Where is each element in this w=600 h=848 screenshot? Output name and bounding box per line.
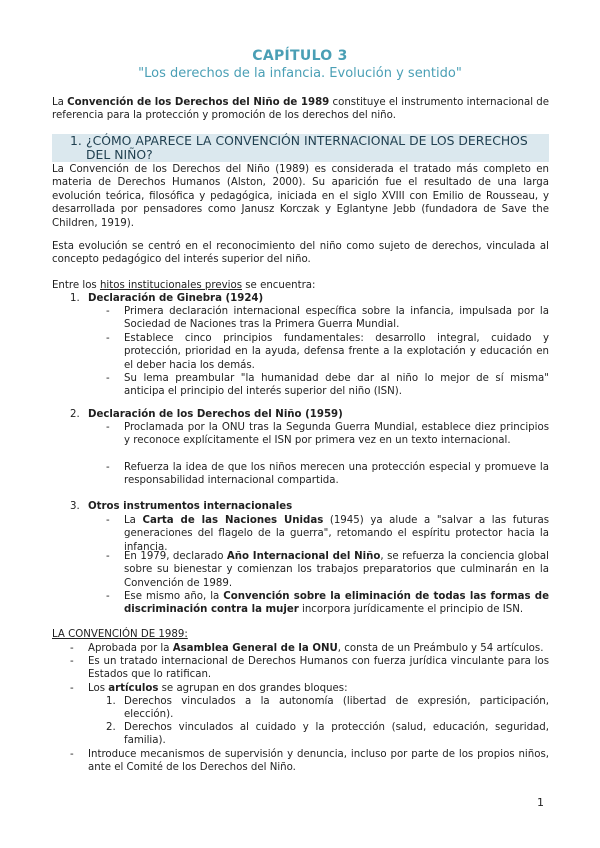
bullet-dash: - bbox=[106, 591, 110, 602]
hito-1-bullet-2: Establece cinco principios fundamentales: desarrollo integral, cuidado y protección, prioridad en la ayuda, defensa frente a la explotación y educación en el deber hacia los demás. bbox=[124, 333, 549, 371]
hito-2-title: Declaración de los Derechos del Niño (1959) bbox=[88, 409, 343, 420]
intro-paragraph: La Convención de los Derechos del Niño de 1989 constituye el instrumento internacional de referencia para la protección y promoción de los derechos del niño. bbox=[52, 97, 550, 122]
paragraph-2: Esta evolución se centró en el reconocimiento del niño como sujeto de derechos, vinculada al concepto pedagógico del interés superior del niño. bbox=[52, 241, 549, 266]
bullet-dash: - bbox=[70, 656, 74, 667]
bullet-dash: - bbox=[106, 551, 110, 562]
convencion-bullet-4: Introduce mecanismos de supervisión y denuncia, incluso por parte de los propios niños, ante el Comité de los Derechos del Niño. bbox=[88, 749, 549, 774]
hito-2-bullet-2: Refuerza la idea de que los niños merecen una protección especial y promueve la responsabilidad internacional compartida. bbox=[124, 462, 549, 487]
bullet-dash: - bbox=[106, 306, 110, 317]
bullet-dash: - bbox=[106, 333, 110, 344]
hito-2-number: 2. bbox=[70, 409, 80, 420]
convencion-bullet-1: Aprobada por la Asamblea General de la ONU, consta de un Preámbulo y 54 artículos. bbox=[88, 643, 544, 654]
hito-3-bullet-3: Ese mismo año, la Convención sobre la eliminación de todas las formas de discriminación contra la mujer incorpora jurídicamente el principio de ISN. bbox=[124, 591, 549, 616]
bullet-dash: - bbox=[70, 749, 74, 760]
sub-item-1-number: 1. bbox=[106, 696, 116, 707]
section-number: 1. bbox=[70, 133, 82, 148]
section-title: ¿CÓMO APARECE LA CONVENCIÓN INTERNACIONAL DE LOS DERECHOS DEL NIÑO? bbox=[86, 133, 528, 162]
convencion-bullet-2: Es un tratado internacional de Derechos Humanos con fuerza jurídica vinculante para los Estados que lo ratifican. bbox=[88, 656, 549, 681]
bullet-dash: - bbox=[70, 683, 74, 694]
hito-3-bullet-1: La Carta de las Naciones Unidas (1945) ya alude a "salvar a las futuras generaciones del flagelo de la guerra", retomando el espíritu protector hacia la infancia. bbox=[124, 515, 549, 553]
hito-3-number: 3. bbox=[70, 501, 80, 512]
hito-3-title: Otros instrumentos internacionales bbox=[88, 501, 293, 512]
sub-item-2-number: 2. bbox=[106, 722, 116, 733]
hito-1-bullet-3: Su lema preambular "la humanidad debe dar al niño lo mejor de sí misma" anticipa el principio del interés superior del niño (ISN). bbox=[124, 373, 549, 398]
sub-item-2: Derechos vinculados al cuidado y la protección (salud, educación, seguridad, familia). bbox=[124, 722, 549, 747]
hito-1-bullet-1: Primera declaración internacional específica sobre la infancia, impulsada por la Sociedad de Naciones tras la Primera Guerra Mundial. bbox=[124, 306, 549, 331]
chapter-label: CAPÍTULO 3 bbox=[252, 48, 348, 64]
bullet-dash: - bbox=[106, 515, 110, 526]
hito-1-number: 1. bbox=[70, 293, 80, 304]
chapter-subtitle: "Los derechos de la infancia. Evolución y sentido" bbox=[138, 66, 462, 81]
hito-3-bullet-2: En 1979, declarado Año Internacional del Niño, se refuerza la conciencia global sobre su bienestar y comienzan los trabajos preparatorios que culminarán en la Convención de 1989. bbox=[124, 551, 549, 589]
bullet-dash: - bbox=[70, 643, 74, 654]
bullet-dash: - bbox=[106, 373, 110, 384]
bullet-dash: - bbox=[106, 422, 110, 433]
hito-1-title: Declaración de Ginebra (1924) bbox=[88, 293, 264, 304]
hito-2-bullet-1: Proclamada por la ONU tras la Segunda Guerra Mundial, establece diez principios y reconoce explícitamente el ISN por primera vez en un texto internacional. bbox=[124, 422, 549, 447]
bullet-dash: - bbox=[106, 462, 110, 473]
convencion-heading: LA CONVENCIÓN DE 1989: bbox=[52, 629, 188, 640]
paragraph-1: La Convención de los Derechos del Niño (1989) es considerada el tratado más completo en materia de Derechos Humanos (Alston, 2000). Su aparición fue el resultado de una larga evolución teórica, filosófica y pedagógica, iniciada en el siglo XVIII con Emilio de Rousseau, y desarrollada por pensadores como Janusz Korczak y Eglantyne Jebb (fundadora de Save the Children, 1919). bbox=[52, 164, 549, 229]
sub-item-1: Derechos vinculados a la autonomía (libertad de expresión, participación, elección). bbox=[124, 696, 549, 721]
page-number: 1 bbox=[537, 796, 544, 809]
section-heading bbox=[52, 134, 549, 162]
hitos-intro: Entre los hitos institucionales previos se encuentra: bbox=[52, 280, 316, 291]
convencion-bullet-3: Los artículos se agrupan en dos grandes bloques: bbox=[88, 683, 348, 694]
